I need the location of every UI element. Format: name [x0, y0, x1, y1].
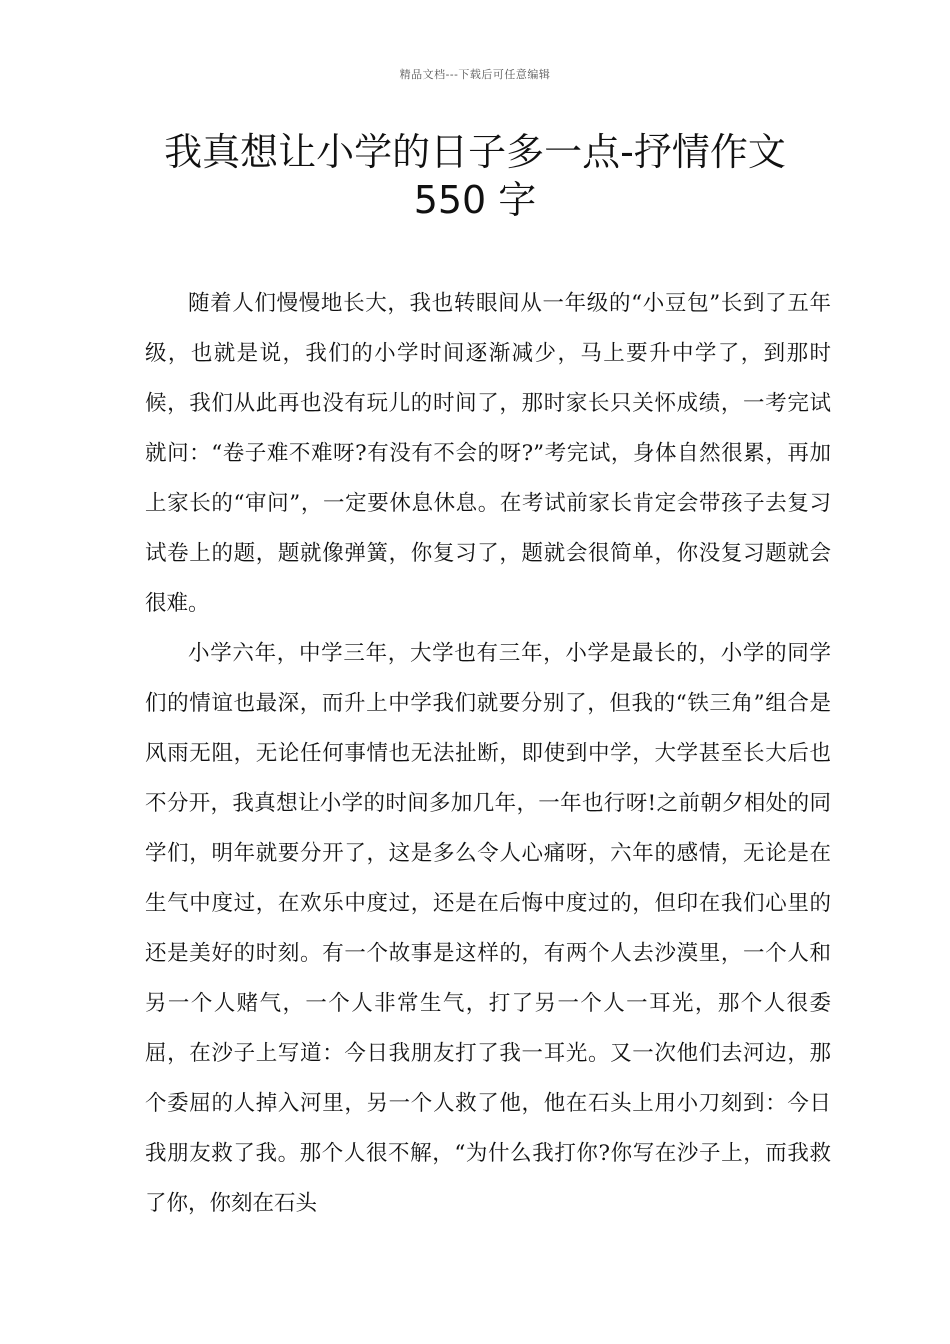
- paragraph-2: 小学六年，中学三年，大学也有三年，小学是最长的，小学的同学们的情谊也最深，而升上中学我们就要分别了，但我的“铁三角”组合是风雨无阻，无论任何事情也无法扯断，即使到中学，大学甚至长大后也不分开，我真想让小学的时间多加几年，一年也行呀!之前朝夕相处的同学们，明年就要分开了，这是多么令人心痛呀，六年的感情，无论是在生气中度过，在欢乐中度过，还是在后悔中度过的，但印在我们心里的还是美好的时刻。有一个故事是这样的，有两个人去沙漠里，一个人和另一个人赌气，一个人非常生气，打了另一个人一耳光，那个人很委屈，在沙子上写道：今日我朋友打了我一耳光。又一次他们去河边，那个委屈的人掉入河里，另一个人救了他，他在石头上用小刀刻到：今日我朋友救了我。那个人很不解，“为什么我打你?你写在沙子上，而我救了你，你刻在石头: [145, 641, 831, 1216]
- title-line-1: 我真想让小学的日子多一点-抒情作文: [164, 130, 786, 174]
- paragraph-1: 随着人们慢慢地长大，我也转眼间从一年级的“小豆包”长到了五年级，也就是说，我们的小学时间逐渐减少，马上要升中学了，到那时候，我们从此再也没有玩儿的时间了，那时家长只关怀成绩，一考完试就问：“卷子难不难呀?有没有不会的呀?”考完试，身体自然很累，再加上家长的“审问”，一定要休息休息。在考试前家长肯定会带孩子去复习试卷上的题，题就像弹簧，你复习了，题就会很简单，你没复习题就会很难。: [145, 291, 831, 616]
- document-body: [145, 279, 831, 1229]
- document-title: [60, 128, 890, 224]
- title-line-2: 550 字: [413, 178, 537, 222]
- header-note: 精品文档---下载后可任意编辑: [399, 68, 551, 81]
